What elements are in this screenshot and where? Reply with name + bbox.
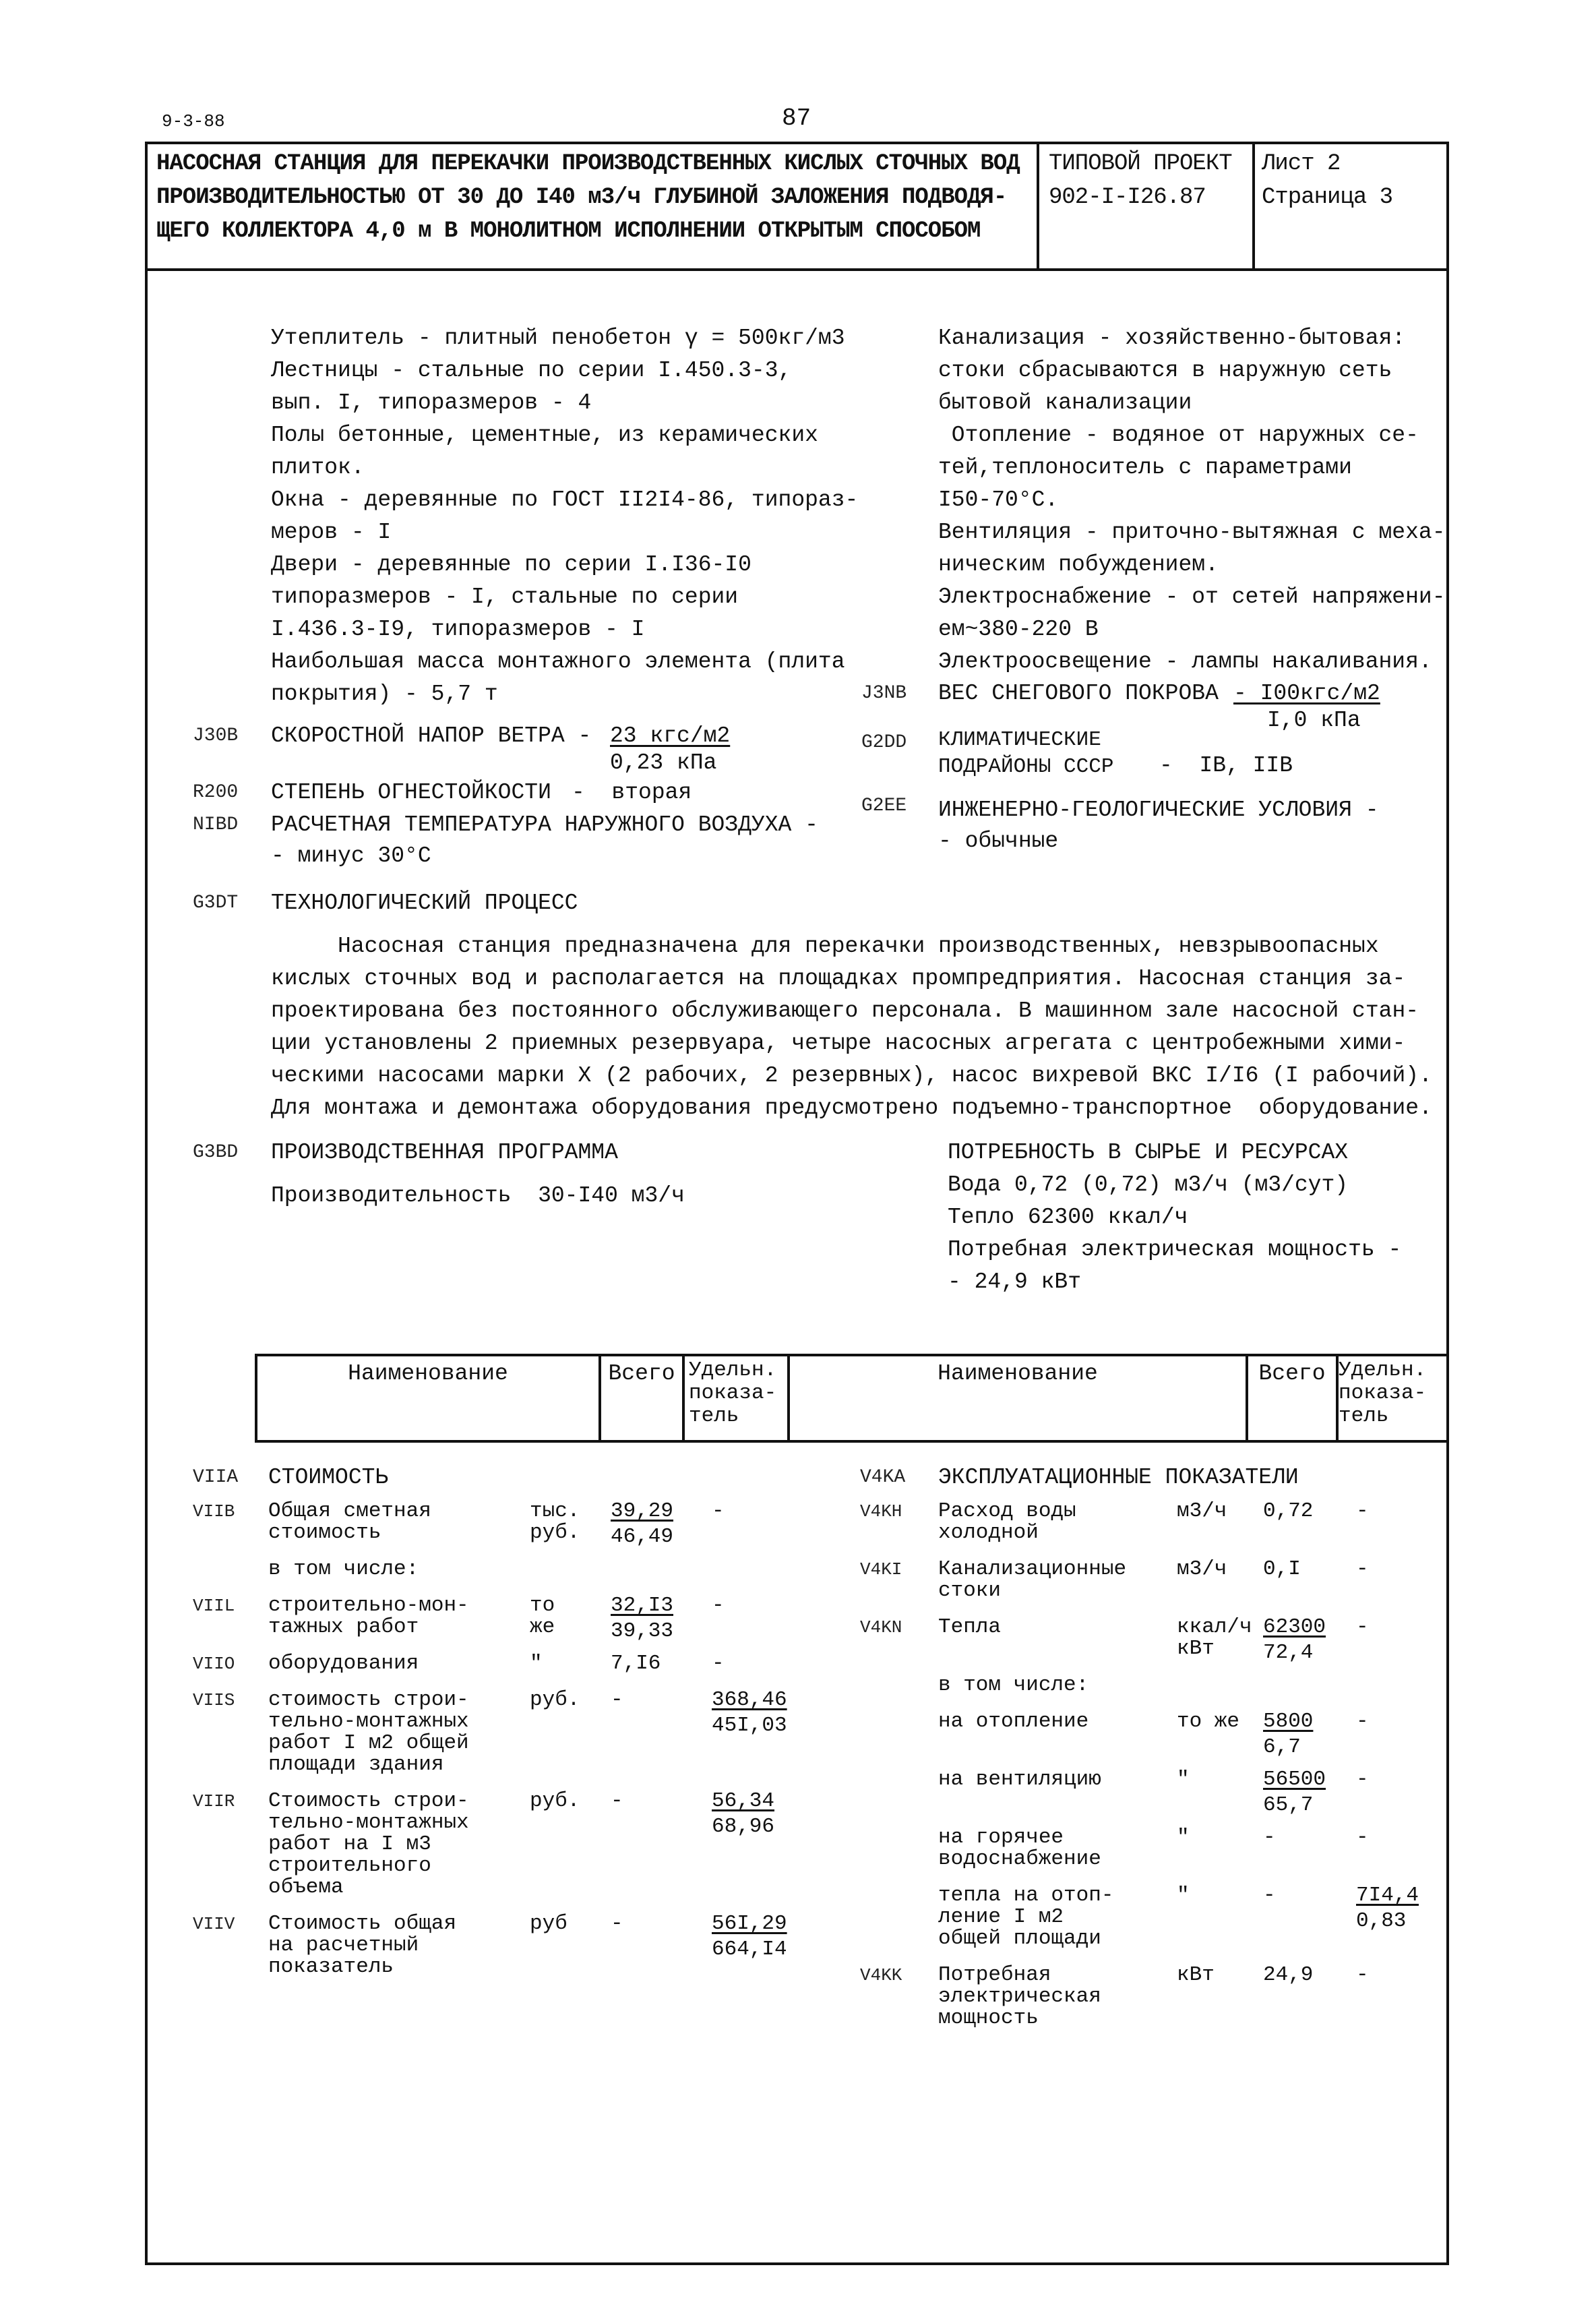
- row-name: в том числе:: [938, 1673, 1089, 1697]
- row-name: тепла на отоп- ление I м2 общей площади: [938, 1884, 1114, 1950]
- row-code: VIIL: [193, 1596, 235, 1616]
- tech-heading: ТЕХНОЛОГИЧЕСКИЙ ПРОЦЕСС: [271, 891, 578, 916]
- cost-code: VIIA: [193, 1467, 239, 1488]
- row-indicator: -: [1356, 1768, 1369, 1791]
- row-code: VIIR: [193, 1791, 235, 1811]
- tech-line: Насосная станция предназначена для перекачки производственных, невзрывоопасных: [271, 934, 1379, 959]
- desc-line: I50-70°С.: [938, 487, 1059, 512]
- row-indicator: -: [1356, 1557, 1369, 1581]
- row-total: 62300: [1263, 1615, 1326, 1639]
- row-name: Общая сметная стоимость: [268, 1499, 431, 1544]
- desc-line: Утеплитель - плитный пенобетон γ = 500кг/м3: [271, 326, 845, 351]
- page-label: Страница 3: [1262, 185, 1393, 210]
- code-tech: G3DT: [193, 893, 239, 913]
- temp-value: - минус 30°С: [271, 843, 431, 868]
- row-unit: то же: [1177, 1710, 1240, 1733]
- wind-label: СКОРОСТНОЙ НАПОР ВЕТРА -: [271, 723, 592, 748]
- desc-line: Наибольшая масса монтажного элемента (плита: [271, 649, 845, 674]
- climate-label-line: ПОДРАЙОНЫ СССР: [938, 755, 1114, 779]
- row-name: строительно-мон- тажных работ: [268, 1594, 469, 1639]
- table-row: [193, 1689, 813, 1791]
- row-code: VIIO: [193, 1654, 235, 1674]
- program-heading: ПРОИЗВОДСТВЕННАЯ ПРОГРАММА: [271, 1140, 618, 1165]
- desc-line: ническим побуждением.: [938, 552, 1219, 577]
- row-unit: тыс. руб.: [530, 1499, 580, 1544]
- row-code: V4KN: [860, 1617, 902, 1638]
- row-indicator: -: [712, 1499, 725, 1523]
- geo-label: ИНЖЕНЕРНО-ГЕОЛОГИЧЕСКИЕ УСЛОВИЯ -: [938, 798, 1379, 822]
- desc-line: Канализация - хозяйственно-бытовая:: [938, 326, 1406, 351]
- desc-line: стоки сбрасываются в наружную сеть: [938, 358, 1392, 383]
- tech-description: [271, 930, 1432, 1124]
- row-code: V4KI: [860, 1559, 902, 1580]
- table-row: [860, 1827, 1453, 1885]
- col-name-right: Наименование: [938, 1361, 1098, 1386]
- row-total: 56500: [1263, 1768, 1326, 1791]
- document-title: [156, 147, 1020, 248]
- col-sep: [682, 1354, 685, 1443]
- row-indicator: 56,34: [712, 1789, 775, 1813]
- row-total: 0,72: [1263, 1499, 1314, 1523]
- temp-label: РАСЧЕТНАЯ ТЕМПЕРАТУРА НАРУЖНОГО ВОЗДУХА -: [271, 812, 818, 837]
- table-row: [860, 1559, 1453, 1617]
- code-snow: J3NB: [861, 683, 907, 704]
- snow-value: - I00кгс/м2: [1233, 681, 1380, 706]
- title-line: ПРОИЗВОДИТЕЛЬНОСТЬЮ ОТ 30 ДО I40 м3/ч ГЛУБИНОЙ ЗАЛОЖЕНИЯ ПОДВОДЯ-: [156, 185, 1007, 210]
- table-row: [193, 1559, 813, 1595]
- row-unit: ": [1177, 1884, 1190, 1907]
- row-name: Стоимость общая на расчетный показатель: [268, 1912, 457, 1979]
- table-row: [860, 1501, 1453, 1559]
- row-unit: м3/ч: [1177, 1557, 1227, 1581]
- row-unit: ": [530, 1652, 543, 1675]
- header-sep-1: [1037, 142, 1039, 271]
- needs-heading: ПОТРЕБНОСТЬ В СЫРЬЕ И РЕСУРСАХ: [948, 1140, 1349, 1165]
- desc-line: Полы бетонные, цементные, из керамических: [271, 423, 818, 448]
- row-total-extra: 72,4: [1263, 1641, 1314, 1664]
- col-total-left: Всего: [608, 1361, 675, 1386]
- needs-line: Потребная электрическая мощность -: [948, 1237, 1402, 1262]
- row-indicator: 56I,29: [712, 1912, 787, 1935]
- row-indicator: -: [1356, 1615, 1369, 1639]
- sheet-number: Лист 2: [1262, 151, 1341, 177]
- row-unit: кВт: [1177, 1963, 1215, 1987]
- code-wind: J30B: [193, 725, 239, 746]
- desc-line: Окна - деревянные по ГОСТ II2I4-86, типораз-: [271, 487, 859, 512]
- code-fire: R200: [193, 782, 239, 803]
- project-info: [1049, 147, 1232, 214]
- climate-label-line: КЛИМАТИЧЕСКИЕ: [938, 728, 1101, 752]
- row-name: Расход воды холодной: [938, 1499, 1076, 1544]
- row-total-extra: 39,33: [611, 1619, 674, 1643]
- row-name: стоимость строи- тельно-монтажных работ I м2 общей площади здания: [268, 1688, 469, 1776]
- needs-line: - 24,9 кВт: [948, 1269, 1082, 1294]
- row-total: -: [1263, 1884, 1276, 1907]
- table-row: [193, 1913, 813, 1993]
- desc-line: бытовой канализации: [938, 390, 1192, 415]
- table-row: [860, 1769, 1453, 1827]
- desc-line: I.436.3-I9, типоразмеров - I: [271, 617, 645, 642]
- row-indicator: -: [1356, 1826, 1369, 1849]
- desc-line: покрытия) - 5,7 т: [271, 682, 498, 707]
- desc-line: Электроосвещение - лампы накаливания.: [938, 649, 1432, 674]
- desc-line: типоразмеров - I, стальные по серии: [271, 584, 739, 609]
- fire-label: СТЕПЕНЬ ОГНЕСТОЙКОСТИ: [271, 780, 551, 805]
- row-unit: то же: [530, 1594, 555, 1639]
- desc-line: тей,теплоноситель с параметрами: [938, 455, 1352, 480]
- title-line: НАСОСНАЯ СТАНЦИЯ ДЛЯ ПЕРЕКАЧКИ ПРОИЗВОДСТВЕННЫХ КИСЛЫХ СТОЧНЫХ ВОД: [156, 151, 1020, 177]
- sheet-info: [1262, 147, 1392, 214]
- table-row: [860, 1964, 1453, 2044]
- ops-section: [860, 1462, 1453, 2044]
- desc-line: Вентиляция - приточно-вытяжная с меха-: [938, 520, 1446, 545]
- col-name-left: Наименование: [348, 1361, 508, 1386]
- row-total-extra: 65,7: [1263, 1793, 1314, 1817]
- project-label: ТИПОВОЙ ПРОЕКТ: [1049, 151, 1232, 177]
- cost-title: СТОИМОСТЬ: [268, 1465, 389, 1490]
- row-unit: ккал/ч кВт: [1177, 1615, 1252, 1660]
- row-indicator-extra: 664,I4: [712, 1938, 787, 1961]
- row-total: 24,9: [1263, 1963, 1314, 1987]
- desc-line: Лестницы - стальные по серии I.450.3-3,: [271, 358, 792, 383]
- table-row: [860, 1617, 1453, 1675]
- desc-line: ем~380-220 В: [938, 617, 1099, 642]
- desc-line: Двери - деревянные по серии I.I36-I0: [271, 552, 751, 577]
- code-program: G3BD: [193, 1142, 239, 1163]
- snow-value-kpa: I,0 кПа: [1267, 708, 1361, 733]
- row-name: Канализационные стоки: [938, 1557, 1127, 1602]
- right-description: [938, 322, 1446, 678]
- table-row: [860, 1675, 1453, 1711]
- row-indicator: -: [1356, 1710, 1369, 1733]
- col-ind-left: Удельн. показа- тель: [689, 1358, 777, 1428]
- table-row: [193, 1791, 813, 1913]
- climate-label: [938, 727, 1113, 781]
- row-name: на горячее водоснабжение: [938, 1826, 1101, 1871]
- row-name: на вентиляцию: [938, 1768, 1101, 1791]
- cost-section: [193, 1462, 813, 1993]
- header-sep-2: [1252, 142, 1255, 271]
- row-unit: ": [1177, 1768, 1190, 1791]
- row-indicator: -: [712, 1652, 725, 1675]
- row-indicator-extra: 0,83: [1356, 1909, 1407, 1933]
- fire-value: - вторая: [572, 780, 692, 805]
- geo-value: - обычные: [938, 829, 1059, 853]
- row-name: в том числе:: [268, 1557, 419, 1581]
- row-total: 7,I6: [611, 1652, 661, 1675]
- row-indicator-extra: 68,96: [712, 1815, 775, 1838]
- desc-line: вып. I, типоразмеров - 4: [271, 390, 592, 415]
- desc-line: Электроснабжение - от сетей напряжени-: [938, 584, 1446, 609]
- row-name: Тепла: [938, 1615, 1002, 1639]
- row-total-extra: 46,49: [611, 1525, 674, 1549]
- left-description: [271, 322, 858, 711]
- ops-title: ЭКСПЛУАТАЦИОННЫЕ ПОКАЗАТЕЛИ: [938, 1465, 1299, 1490]
- needs-line: Тепло 62300 ккал/ч: [948, 1205, 1188, 1230]
- row-code: V4KK: [860, 1965, 902, 1985]
- ops-code: V4KA: [860, 1467, 906, 1488]
- row-name: Потребная электрическая мощность: [938, 1963, 1101, 2030]
- row-unit: руб.: [530, 1789, 580, 1813]
- row-code: VIIS: [193, 1690, 235, 1710]
- row-code: V4KH: [860, 1501, 902, 1522]
- table-row: [193, 1595, 813, 1653]
- row-name: на отопление: [938, 1710, 1089, 1733]
- project-number: 902-I-I26.87: [1049, 185, 1206, 210]
- desc-line: меров - I: [271, 520, 392, 545]
- row-code: VIIV: [193, 1914, 235, 1934]
- code-temp: NIBD: [193, 814, 239, 835]
- row-indicator: -: [712, 1594, 725, 1617]
- doc-code: 9-3-88: [162, 111, 225, 131]
- row-name: оборудования: [268, 1652, 419, 1675]
- desc-line: Отопление - водяное от наружных се-: [938, 423, 1419, 448]
- code-climate: G2DD: [861, 732, 907, 753]
- snow-label: ВЕС СНЕГОВОГО ПОКРОВА: [938, 681, 1219, 706]
- tech-line: кислых сточных вод и располагается на площадках промпредприятия. Насосная станция за-: [271, 966, 1406, 991]
- row-unit: руб.: [530, 1688, 580, 1712]
- tech-line: проектирована без постоянного обслуживающего персонала. В машинном зале насосной стан-: [271, 998, 1419, 1023]
- code-geo: G2EE: [861, 796, 907, 816]
- wind-value-kpa: 0,23 кПа: [610, 750, 717, 775]
- row-unit: руб: [530, 1912, 567, 1935]
- row-total: -: [611, 1789, 623, 1813]
- row-indicator: -: [1356, 1963, 1369, 1987]
- tech-line: ческими насосами марки Х (2 рабочих, 2 резервных), насос вихревой ВКС I/I6 (I рабочий).: [271, 1063, 1432, 1088]
- col-ind-right: Удельн. показа- тель: [1339, 1358, 1427, 1428]
- row-total: -: [611, 1688, 623, 1712]
- table-row: [193, 1653, 813, 1689]
- tech-line: ции установлены 2 приемных резервуара, четыре насосных агрегата с центробежными хими-: [271, 1031, 1406, 1056]
- row-total-extra: 6,7: [1263, 1735, 1301, 1759]
- row-indicator: 368,46: [712, 1688, 787, 1712]
- table-row: [860, 1711, 1453, 1769]
- row-name: Стоимость строи- тельно-монтажных работ на I м3 строительного объема: [268, 1789, 469, 1899]
- needs-line: Вода 0,72 (0,72) м3/ч (м3/сут): [948, 1172, 1349, 1197]
- resource-needs: [948, 1137, 1401, 1298]
- table-row: [193, 1501, 813, 1559]
- desc-line: плиток.: [271, 455, 365, 480]
- program-capacity: Производительность 30-I40 м3/ч: [271, 1183, 685, 1208]
- table-row: [860, 1885, 1453, 1964]
- climate-value: - IB, IIB: [1159, 753, 1293, 778]
- tech-line: Для монтажа и демонтажа оборудования предусмотрено подъемно-транспортное оборудование.: [271, 1096, 1432, 1120]
- row-total: 39,29: [611, 1499, 674, 1523]
- row-total: 32,I3: [611, 1594, 674, 1617]
- col-total-right: Всего: [1258, 1361, 1326, 1386]
- wind-value: 23 кгс/м2: [610, 723, 731, 748]
- row-total: -: [1263, 1826, 1276, 1849]
- row-total: 0,I: [1263, 1557, 1301, 1581]
- page-number: 87: [782, 104, 811, 132]
- row-indicator: -: [1356, 1499, 1369, 1523]
- row-indicator-extra: 45I,03: [712, 1714, 787, 1737]
- row-unit: ": [1177, 1826, 1190, 1849]
- row-code: VIIB: [193, 1501, 235, 1522]
- title-line: ЩЕГО КОЛЛЕКТОРА 4,0 м В МОНОЛИТНОМ ИСПОЛНЕНИИ ОТКРЫТЫМ СПОСОБОМ: [156, 218, 981, 244]
- row-total: -: [611, 1912, 623, 1935]
- row-unit: м3/ч: [1177, 1499, 1227, 1523]
- row-total: 5800: [1263, 1710, 1314, 1733]
- row-indicator: 7I4,4: [1356, 1884, 1419, 1907]
